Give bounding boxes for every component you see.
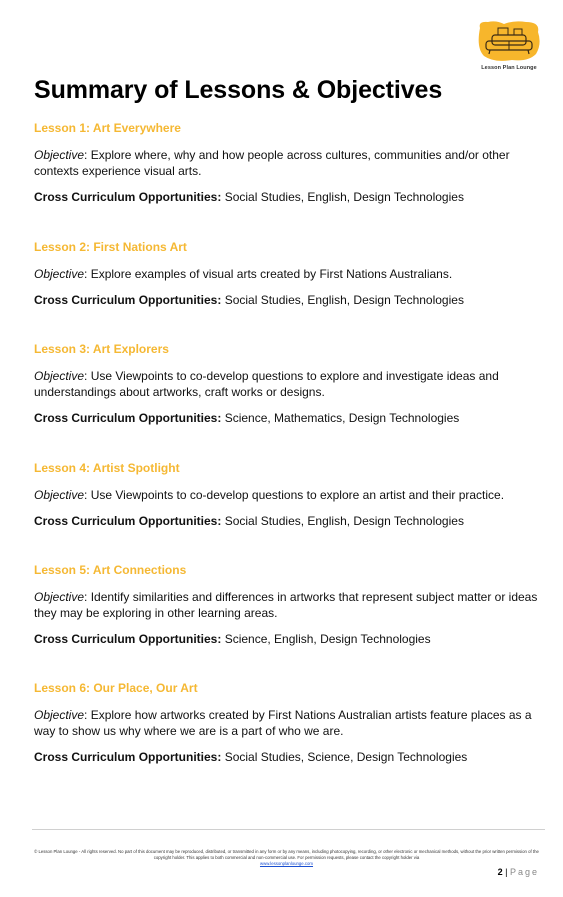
objective-label: Objective — [34, 590, 85, 604]
objective-text: : Explore how artworks created by First Nations Australian artists feature places as a way to show us why where we are is a part of who we are. — [34, 708, 532, 738]
objective-label: Objective — [34, 488, 85, 502]
lesson-plan-lounge-logo — [474, 20, 544, 76]
cross-curriculum-label: Cross Curriculum Opportunities: — [34, 190, 222, 204]
cross-curriculum-text: Science, Mathematics, Design Technologies — [221, 411, 460, 425]
sofa-icon — [474, 20, 544, 64]
lesson-heading: Lesson 1: Art Everywhere — [34, 121, 181, 135]
cross-curriculum-label: Cross Curriculum Opportunities: — [34, 514, 222, 528]
page-number-value: 2 — [497, 867, 503, 877]
lesson-objective — [34, 707, 539, 739]
lesson-section-4 — [34, 461, 539, 529]
page-number-separator: | — [502, 867, 510, 877]
cross-curriculum-text: Social Studies, English, Design Technologies — [221, 514, 464, 528]
lesson-objective — [34, 266, 539, 282]
objective-label: Objective — [34, 148, 85, 162]
cross-curriculum-label: Cross Curriculum Opportunities: — [34, 411, 222, 425]
lesson-heading: Lesson 5: Art Connections — [34, 563, 187, 577]
cross-curriculum-text: Science, English, Design Technologies — [221, 632, 431, 646]
objective-label: Objective — [34, 267, 85, 281]
objective-label: Objective — [34, 369, 85, 383]
objective-text: : Identify similarities and differences in artworks that represent subject matter or ideas they may be exploring in other learning areas. — [34, 590, 538, 620]
cross-curriculum — [34, 189, 539, 205]
objective-text: : Explore examples of visual arts created by First Nations Australians. — [84, 267, 453, 281]
cross-curriculum — [34, 292, 539, 308]
cross-curriculum-text: Social Studies, Science, Design Technologies — [221, 750, 468, 764]
lesson-section-1 — [34, 121, 539, 205]
lesson-objective — [34, 368, 539, 400]
lesson-section-2 — [34, 240, 539, 308]
logo-text: Lesson Plan Lounge — [481, 65, 537, 71]
cross-curriculum-label: Cross Curriculum Opportunities: — [34, 750, 222, 764]
cross-curriculum-label: Cross Curriculum Opportunities: — [34, 293, 222, 307]
cross-curriculum — [34, 410, 539, 426]
lesson-section-6 — [34, 681, 539, 765]
lesson-heading: Lesson 6: Our Place, Our Art — [34, 681, 198, 695]
lesson-heading: Lesson 4: Artist Spotlight — [34, 461, 180, 475]
cross-curriculum-label: Cross Curriculum Opportunities: — [34, 632, 222, 646]
cross-curriculum — [34, 513, 539, 529]
cross-curriculum-text: Social Studies, English, Design Technologies — [221, 190, 464, 204]
cross-curriculum — [34, 749, 539, 765]
footer-website-link[interactable]: www.lessonplanlounge.com — [259, 861, 314, 866]
objective-text: : Explore where, why and how people across cultures, communities and/or other contexts experience visual arts. — [34, 148, 510, 178]
lesson-heading: Lesson 3: Art Explorers — [34, 342, 169, 356]
objective-text: : Use Viewpoints to co-develop questions to explore and investigate ideas and understandings about artworks, craft works or designs. — [34, 369, 499, 399]
page-word: Page — [509, 867, 539, 877]
lesson-section-3 — [34, 342, 539, 426]
page-title: Summary of Lessons & Objectives — [34, 76, 443, 104]
lesson-objective — [34, 487, 539, 503]
lesson-heading: Lesson 2: First Nations Art — [34, 240, 187, 254]
footer-divider — [32, 829, 545, 830]
footer-copyright: © Lesson Plan Lounge - All rights reserved. No part of this document may be reproduced, distributed, or transmitted in any form or by any means, including photocopying, recording, or other electronic or mechanical methods, without the prior written permission of the copyright holder. This applies to both commercial and non-commercial use. For permission requests, please contact the copyright holder via — [34, 849, 539, 860]
lesson-objective — [34, 589, 539, 621]
objective-text: : Use Viewpoints to co-develop questions to explore an artist and their practice. — [84, 488, 505, 502]
objective-label: Objective — [34, 708, 85, 722]
lesson-section-5 — [34, 563, 539, 647]
lesson-objective — [34, 147, 539, 179]
cross-curriculum-text: Social Studies, English, Design Technologies — [221, 293, 464, 307]
cross-curriculum — [34, 631, 539, 647]
page-number — [498, 867, 539, 877]
